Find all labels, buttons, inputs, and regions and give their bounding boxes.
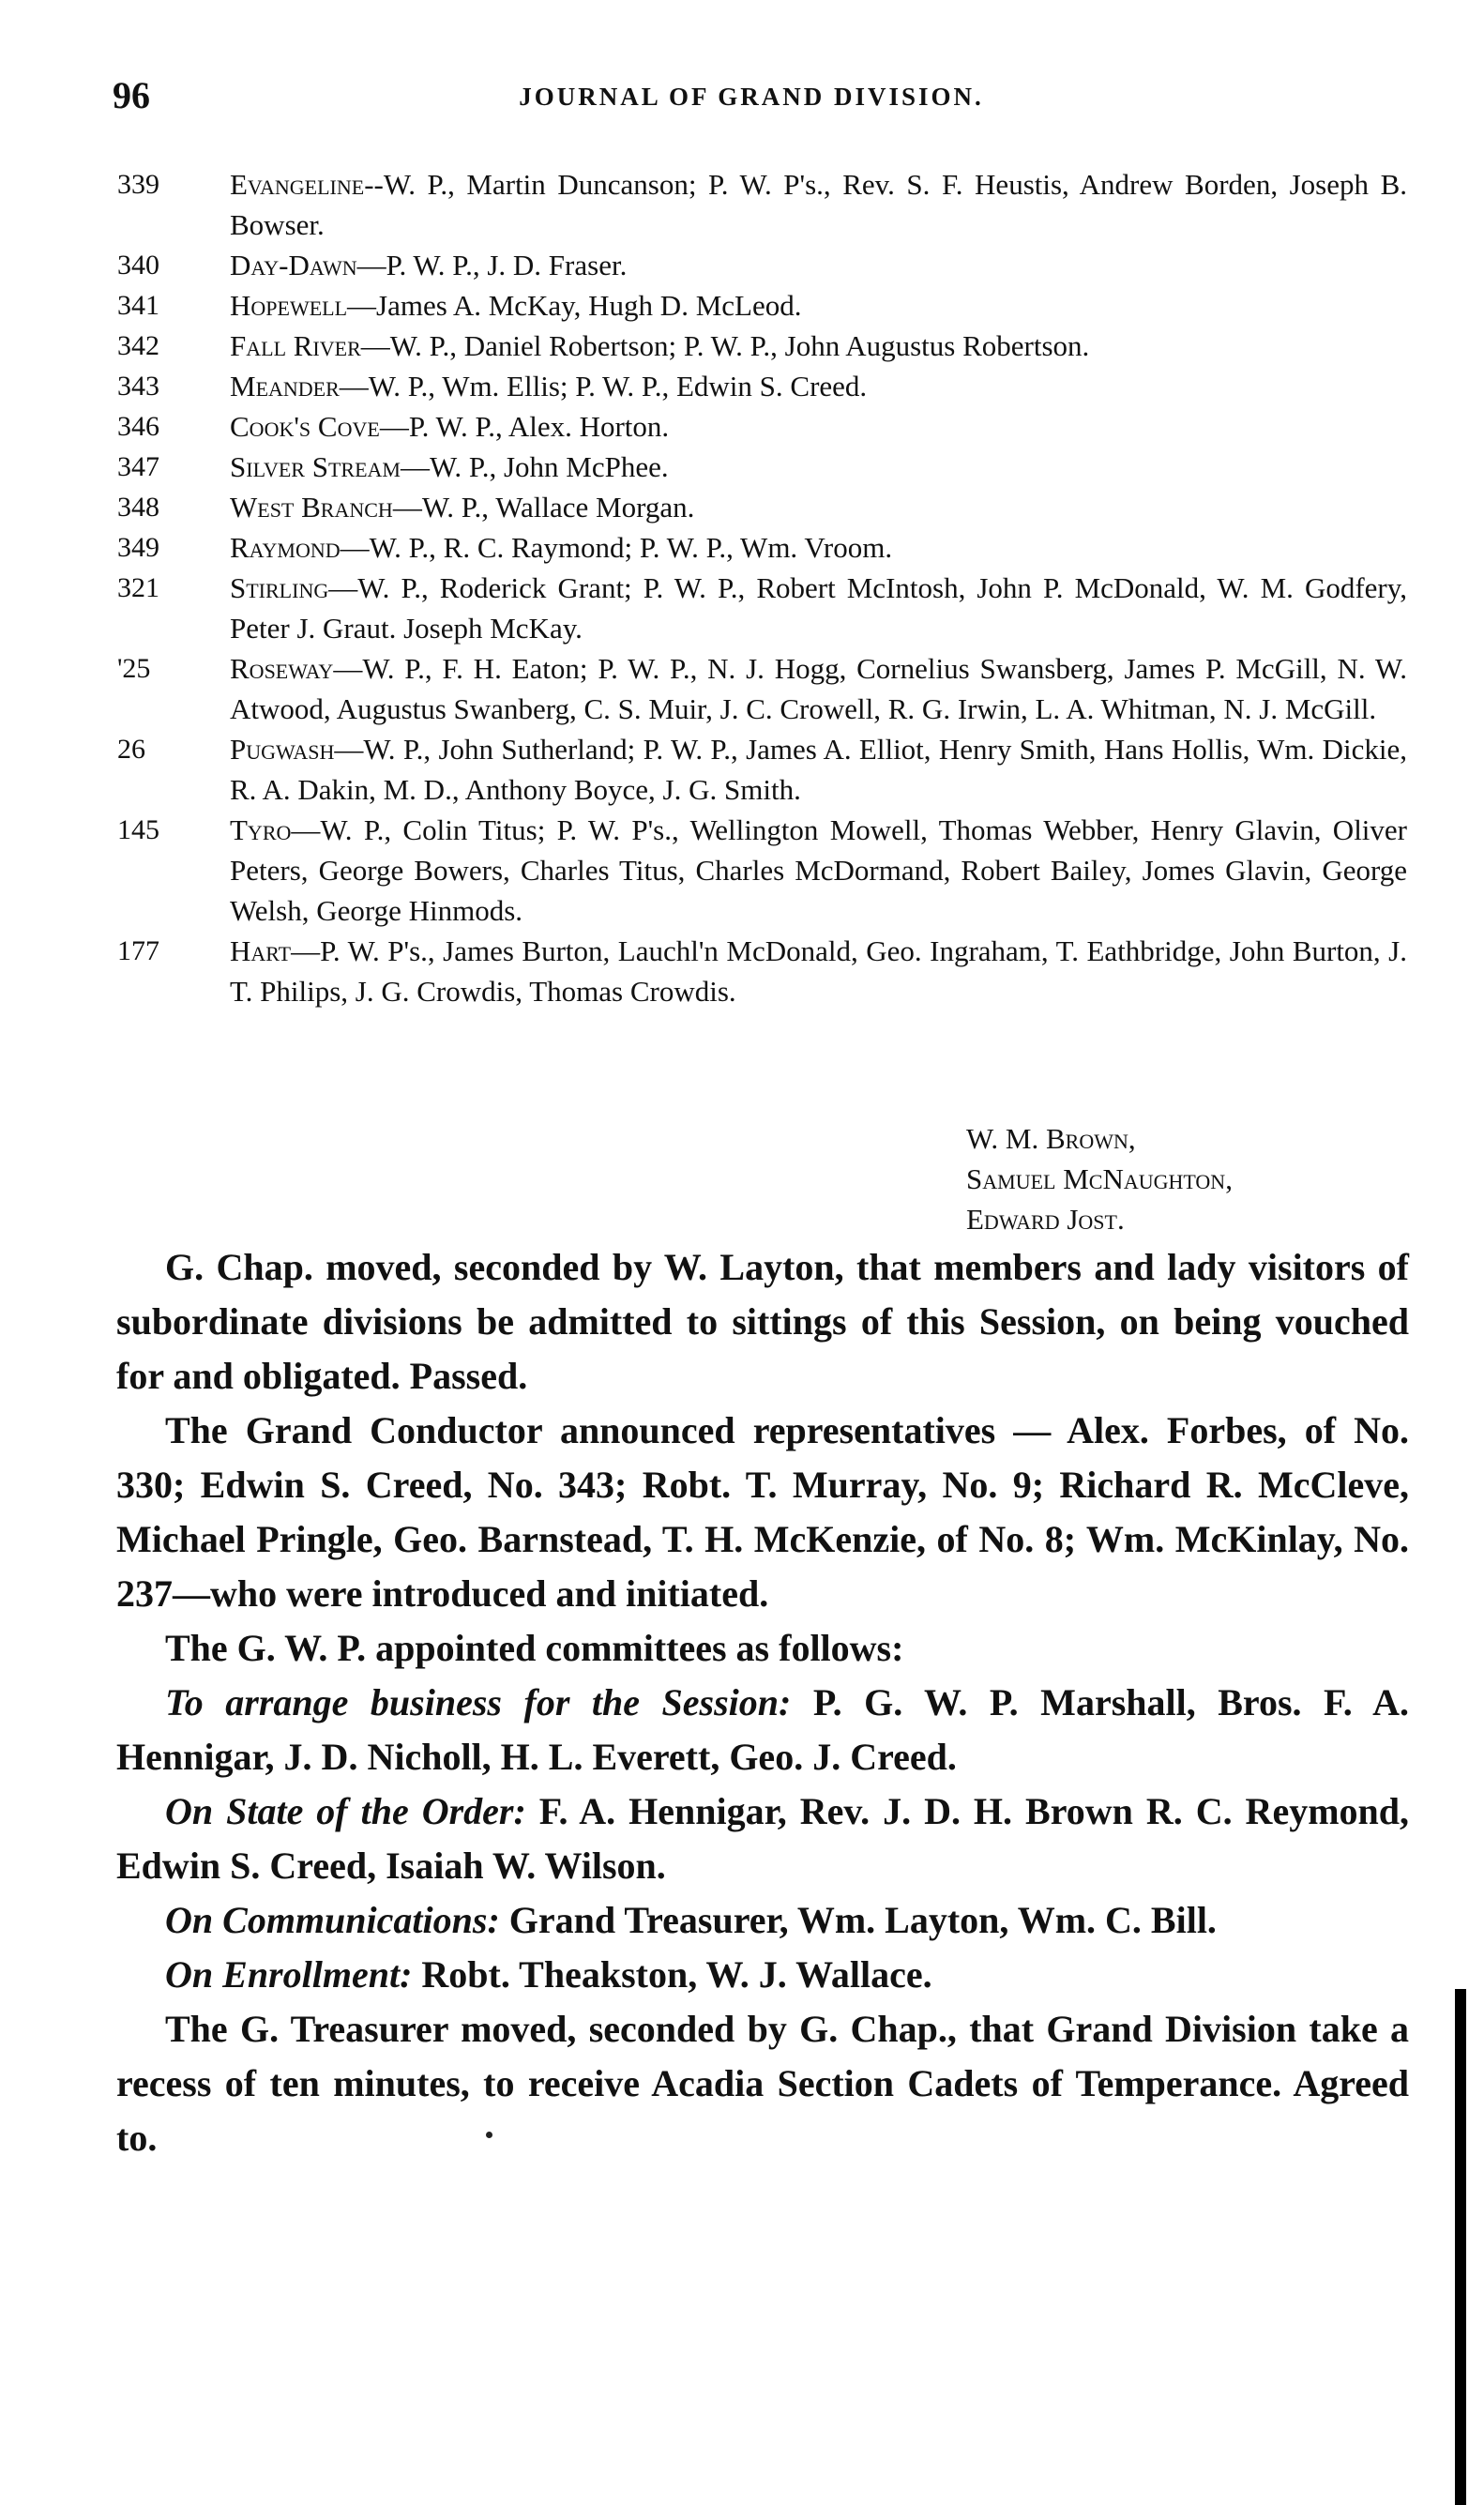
minutes-body xyxy=(116,1240,1409,2165)
committee-label: On State of the Order: xyxy=(165,1790,526,1832)
division-number: 321 xyxy=(117,572,159,603)
division-list xyxy=(117,164,1407,1011)
committee-label: On Enrollment: xyxy=(165,1953,413,1996)
division-number: 340 xyxy=(117,250,159,281)
running-title: JOURNAL OF GRAND DIVISION. xyxy=(519,83,984,111)
division-number: 348 xyxy=(117,492,159,523)
page-number: 96 xyxy=(113,74,150,116)
division-number: 349 xyxy=(117,532,159,563)
list-item xyxy=(117,406,1407,447)
division-officers: —P. W. P., J. D. Fraser. xyxy=(356,249,628,281)
committee-paragraph xyxy=(116,1676,1409,1784)
signatory: Samuel McNaughton, xyxy=(966,1162,1233,1195)
paragraph: G. Chap. moved, seconded by W. Layton, that members and lady visitors of subordinate divisions be admitted to sittings of this Session, on being vouched for and obligated. Passed. xyxy=(116,1246,1409,1397)
division-name: Silver Stream xyxy=(230,450,401,483)
division-name: Roseway xyxy=(230,652,334,685)
list-item xyxy=(117,245,1407,285)
list-item xyxy=(117,527,1407,568)
division-name: Hart xyxy=(230,934,292,967)
division-number: 343 xyxy=(117,371,159,402)
division-name: Stirling xyxy=(230,571,329,604)
list-item xyxy=(117,326,1407,366)
committee-label: To arrange business for the Session: xyxy=(165,1681,792,1723)
committee-label: On Communications: xyxy=(165,1899,500,1941)
list-item xyxy=(117,931,1407,1011)
signature-block xyxy=(966,1118,1233,1239)
division-name: Cook's Cove xyxy=(230,410,380,443)
list-item xyxy=(117,285,1407,326)
division-name: Tyro xyxy=(230,813,292,846)
committee-members: Robt. Theakston, W. J. Wallace. xyxy=(412,1953,932,1996)
division-name: Evangeline xyxy=(230,168,365,201)
division-officers: —W. P., F. H. Eaton; P. W. P., N. J. Hogg, Cornelius Swansberg, James P. McGill, N. W. Atwood, Augustus Swanberg, C. S. Muir, J. C. Crowell, R. G. Irwin, L. A. Whitman, N. J. McGill. xyxy=(230,652,1407,725)
committee-members: F. A. Hennigar, Rev. J. D. H. Brown R. C. Reymond, Edwin S. Creed, Isaiah W. Wilson. xyxy=(116,1790,1410,1887)
division-number: 341 xyxy=(117,290,159,321)
list-item xyxy=(117,366,1407,406)
division-number: '25 xyxy=(117,653,151,684)
division-officers: —W. P., John McPhee. xyxy=(400,450,669,483)
paragraph: The G. Treasurer moved, seconded by G. Chap., that Grand Division take a recess of ten minutes, to receive Acadia Section Cadets of Temperance. Agreed to. xyxy=(116,2008,1409,2159)
committee-paragraph xyxy=(116,1784,1409,1893)
division-number: 145 xyxy=(117,814,159,845)
division-officers: —W. P., Daniel Robertson; P. W. P., John Augustus Robertson. xyxy=(360,329,1090,362)
division-name: Hopewell xyxy=(230,289,348,322)
division-officers: —W. P., Roderick Grant; P. W. P., Robert McIntosh, John P. McDonald, W. M. Godfery, Peter J. Graut. Joseph McKay. xyxy=(230,571,1407,645)
committee-members: Grand Treasurer, Wm. Layton, Wm. C. Bill. xyxy=(499,1899,1217,1941)
division-name: Fall River xyxy=(230,329,361,362)
division-number: 177 xyxy=(117,935,159,966)
page-header xyxy=(113,73,1390,129)
division-officers: --W. P., Martin Duncanson; P. W. P's., Rev. S. F. Heustis, Andrew Borden, Joseph B. Bowser. xyxy=(230,168,1407,241)
committee-paragraph xyxy=(116,1948,1409,2002)
division-officers: —P. W. P's., James Burton, Lauchl'n McDonald, Geo. Ingraham, T. Eathbridge, John Burton, J. T. Philips, J. G. Crowdis, Thomas Crowdis. xyxy=(230,934,1407,1008)
division-name: Pugwash xyxy=(230,733,335,766)
scan-edge-bar xyxy=(1455,1989,1466,2505)
paragraph: The Grand Conductor announced representatives — Alex. Forbes, of No. 330; Edwin S. Creed, No. 343; Robt. T. Murray, No. 9; Richard R. McCleve, Michael Pringle, Geo. Barnstead, T. H. McKenzie, of No. 8; Wm. McKinlay, No. 237—who were introduced and initiated. xyxy=(116,1409,1409,1615)
print-speck xyxy=(486,2132,492,2138)
division-number: 26 xyxy=(117,734,145,765)
list-item xyxy=(117,648,1407,729)
committee-members: P. G. W. P. Marshall, Bros. F. A. Hennigar, J. D. Nicholl, H. L. Everett, Geo. J. Creed. xyxy=(116,1681,1410,1778)
division-officers: —James A. McKay, Hugh D. McLeod. xyxy=(347,289,802,322)
signatory: W. M. Brown, xyxy=(966,1122,1136,1155)
division-officers: —W. P., John Sutherland; P. W. P., James A. Elliot, Henry Smith, Hans Hollis, Wm. Dickie, R. A. Dakin, M. D., Anthony Boyce, J. G. Smith. xyxy=(230,733,1407,806)
division-number: 346 xyxy=(117,411,159,442)
paragraph: The G. W. P. appointed committees as follows: xyxy=(165,1627,904,1669)
division-name: Day-Dawn xyxy=(230,249,357,281)
division-officers: —W. P., Colin Titus; P. W. P's., Wellington Mowell, Thomas Webber, Henry Glavin, Oliver Peters, George Bowers, Charles Titus, Charles McDormand, Robert Bailey, Jomes Glavin, George Welsh, George Hinmods. xyxy=(230,813,1407,927)
signatory: Edward Jost. xyxy=(966,1203,1125,1236)
committee-paragraph xyxy=(116,1893,1409,1948)
division-officers: —W. P., Wallace Morgan. xyxy=(392,491,695,524)
division-name: Meander xyxy=(230,370,340,402)
list-item xyxy=(117,164,1407,245)
division-officers: —P. W. P., Alex. Horton. xyxy=(379,410,670,443)
division-name: West Branch xyxy=(230,491,393,524)
list-item xyxy=(117,568,1407,648)
division-number: 347 xyxy=(117,451,159,482)
list-item xyxy=(117,729,1407,810)
division-number: 339 xyxy=(117,169,159,200)
division-officers: —W. P., Wm. Ellis; P. W. P., Edwin S. Creed. xyxy=(339,370,868,402)
list-item xyxy=(117,810,1407,931)
division-number: 342 xyxy=(117,330,159,361)
division-name: Raymond xyxy=(230,531,341,564)
list-item xyxy=(117,447,1407,487)
division-officers: —W. P., R. C. Raymond; P. W. P., Wm. Vroom. xyxy=(340,531,893,564)
list-item xyxy=(117,487,1407,527)
